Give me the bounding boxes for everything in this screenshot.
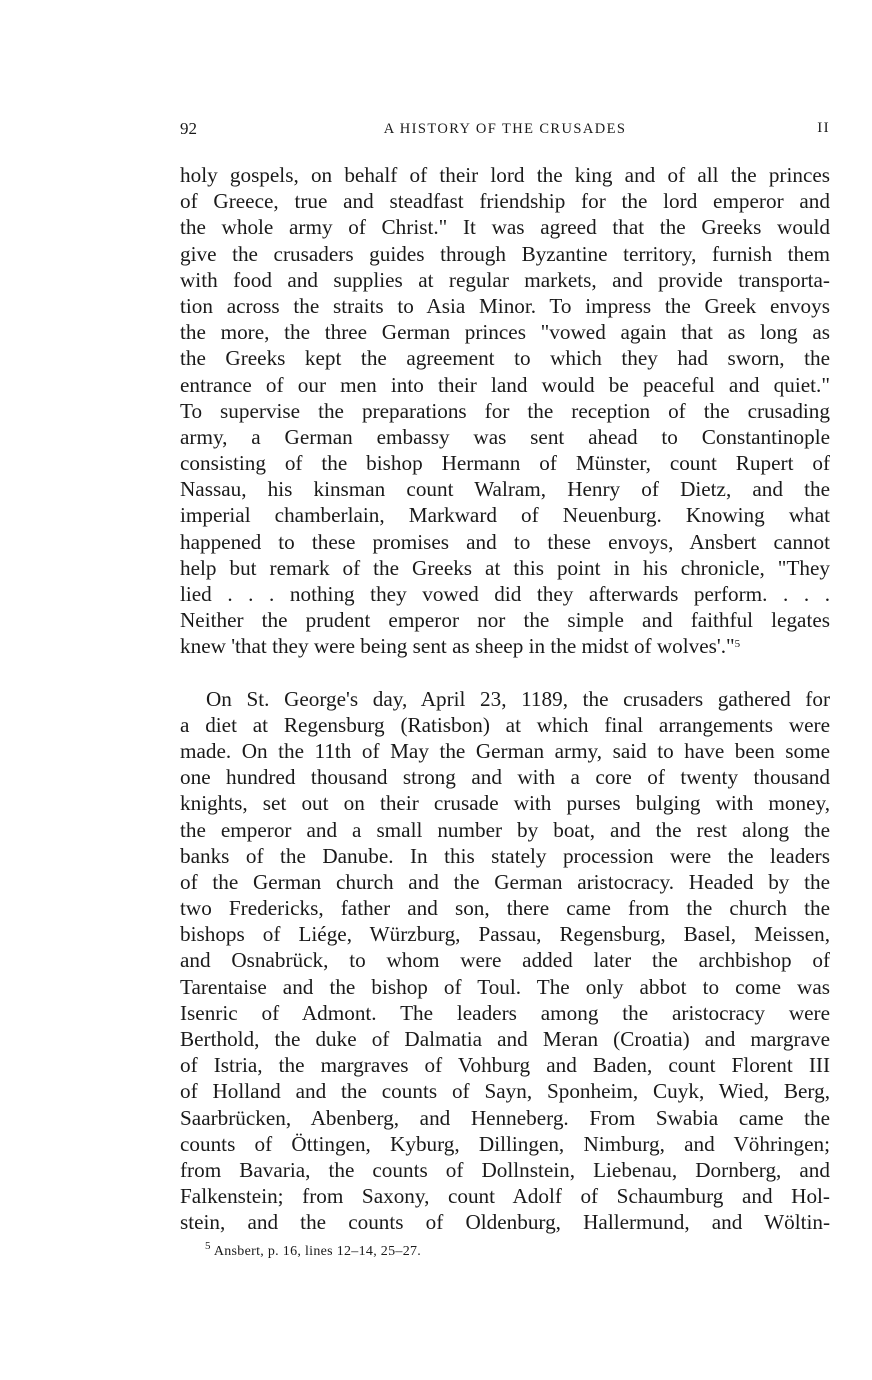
- text-line: and Osnabrück, to whom were added later the archbishop of: [180, 948, 830, 973]
- footnote-text: Ansbert, p. 16, lines 12–14, 25–27.: [213, 1244, 422, 1259]
- text-line: banks of the Danube. In this stately procession were the leaders: [180, 843, 830, 868]
- text-line: of Greece, true and steadfast friendship for the lord emperor and: [180, 189, 830, 214]
- text-line: the more, the three German princes "vowed again that as long as: [180, 320, 830, 345]
- text-line: help but remark of the Greeks at this point in his chronicle, "They: [180, 555, 830, 580]
- text-line: Falkenstein; from Saxony, count Adolf of Schaumburg and Hol-: [180, 1184, 830, 1209]
- text-line: knights, set out on their crusade with purses bulging with money,: [180, 791, 830, 816]
- text-line: Saarbrücken, Abenberg, and Henneberg. From Swabia came the: [180, 1105, 830, 1130]
- text-line: lied . . . nothing they vowed did they afterwards perform. . . .: [180, 582, 830, 606]
- text-line: Isenric of Admont. The leaders among the aristocracy were: [180, 1000, 830, 1025]
- running-head: [180, 119, 830, 141]
- text-line: Neither the prudent emperor nor the simple and faithful legates: [180, 608, 830, 633]
- text-line: from Bavaria, the counts of Dollnstein, Liebenau, Dornberg, and: [180, 1157, 830, 1182]
- text-line: entrance of our men into their land would be peaceful and quiet.": [180, 372, 830, 397]
- text-line: of Istria, the margraves of Vohburg and Baden, count Florent III: [180, 1053, 830, 1078]
- paragraph-gap: [180, 660, 830, 686]
- text-line: imperial chamberlain, Markward of Neuenburg. Knowing what: [180, 503, 830, 528]
- text-line: one hundred thousand strong and with a core of twenty thousand: [180, 765, 830, 790]
- text-line: Nassau, his kinsman count Walram, Henry of Dietz, and the: [180, 477, 830, 502]
- paragraph-1: [180, 162, 830, 660]
- text-line: knew 'that they were being sent as sheep in the midst of wolves'.": [180, 634, 735, 659]
- text-line: the whole army of Christ." It was agreed that the Greeks would: [180, 215, 830, 240]
- body-text: [180, 162, 830, 1236]
- footnote: [205, 1240, 422, 1260]
- text-line: To supervise the preparations for the reception of the crusading: [180, 398, 830, 423]
- text-line: Tarentaise and the bishop of Toul. The only abbot to come was: [180, 974, 830, 999]
- text-line: a diet at Regensburg (Ratisbon) at which final arrangements were: [180, 712, 830, 737]
- footnote-marker: 5: [205, 1240, 211, 1252]
- text-line: Berthold, the duke of Dalmatia and Meran (Croatia) and margrave: [180, 1027, 830, 1051]
- page-number: 92: [180, 119, 197, 138]
- text-line: of the German church and the German aristocracy. Headed by the: [180, 869, 830, 894]
- paragraph-2: [180, 686, 830, 1236]
- text-line: stein, and the counts of Oldenburg, Hallermund, and Wöltin-: [180, 1210, 830, 1235]
- text-line: happened to these promises and to these envoys, Ansbert cannot: [180, 529, 830, 554]
- text-line: give the crusaders guides through Byzantine territory, furnish them: [180, 241, 830, 266]
- text-line: the emperor and a small number by boat, and the rest along the: [180, 817, 830, 842]
- text-line: On St. George's day, April 23, 1189, the crusaders gathered for: [206, 686, 830, 711]
- text-line: consisting of the bishop Hermann of Münster, count Rupert of: [180, 451, 830, 476]
- text-line: tion across the straits to Asia Minor. To impress the Greek envoys: [180, 293, 830, 318]
- footnote-reference[interactable]: 5: [734, 638, 741, 651]
- text-line: of Holland and the counts of Sayn, Sponheim, Cuyk, Wied, Berg,: [180, 1079, 830, 1104]
- text-line: bishops of Liége, Würzburg, Passau, Regensburg, Basel, Meissen,: [180, 922, 830, 947]
- text-line: counts of Öttingen, Kyburg, Dillingen, Nimburg, and Vöhringen;: [180, 1131, 830, 1156]
- text-line: holy gospels, on behalf of their lord the king and of all the princes: [180, 163, 830, 187]
- running-title: A HISTORY OF THE CRUSADES: [383, 121, 627, 137]
- text-line: two Fredericks, father and son, there came from the church the: [180, 896, 830, 921]
- text-line: the Greeks kept the agreement to which they had sworn, the: [180, 346, 830, 371]
- text-line-with-note: [180, 633, 830, 659]
- text-line: made. On the 11th of May the German army, said to have been some: [180, 738, 830, 763]
- volume-number: II: [817, 120, 830, 136]
- text-line: army, a German embassy was sent ahead to Constantinople: [180, 424, 830, 449]
- text-line: with food and supplies at regular markets, and provide transporta-: [180, 267, 830, 292]
